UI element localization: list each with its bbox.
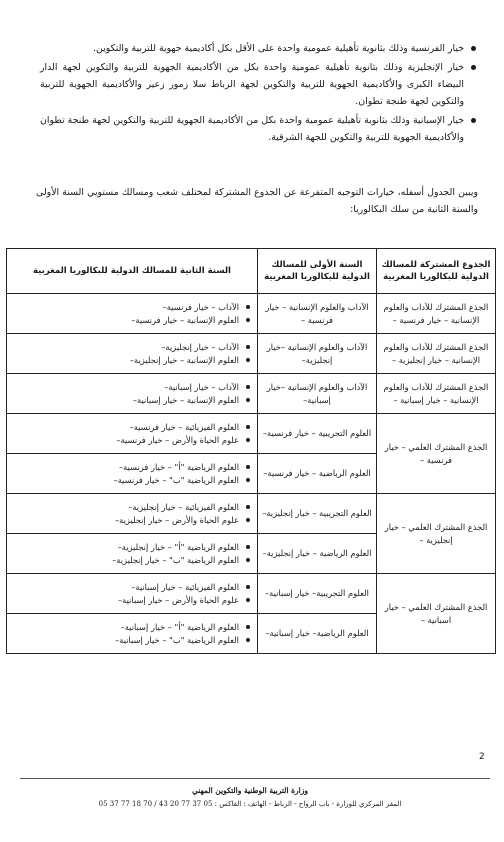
track-item: علوم الحياة والأرض – خيار فرنسية–: [10, 434, 251, 447]
track-item: العلوم الرياضية "ب" – خيار إسبانية–: [10, 634, 251, 647]
year2-cell: [7, 494, 258, 534]
table-row: [7, 334, 496, 374]
year2-cell: [7, 374, 258, 414]
track-item: العلوم الفيزيائية – خيار فرنسية–: [10, 421, 251, 434]
track-item: العلوم الرياضية "أ" – خيار فرنسية–: [10, 461, 251, 474]
year1-cell: العلوم التجريبية – خيار فرنسية–: [258, 414, 377, 454]
core-cell: الجذع المشترك للآداب والعلوم الإنسانية – خيار إسبانية –: [377, 374, 496, 414]
year1-cell: الآداب والعلوم الإنسانية – خيار فرنسية –: [258, 294, 377, 334]
track-item: العلوم الرياضية "أ" – خيار إسبانية–: [10, 621, 251, 634]
footer-divider: [20, 778, 490, 779]
track-item: العلوم الفيزيائية – خيار إسبانية–: [10, 581, 251, 594]
track-item: العلوم الرياضية "ب" – خيار فرنسية–: [10, 474, 251, 487]
header-year2: السنة الثانية للمسالك الدولية للبكالوريا المغربية: [7, 249, 258, 294]
track-item: العلوم الإنسانية – خيار إنجليزية–: [10, 354, 251, 367]
year2-cell: [7, 454, 258, 494]
year2-cell: [7, 614, 258, 654]
year1-cell: الآداب والعلوم الإنسانية –خيار إسبانية–: [258, 374, 377, 414]
table-row: [7, 414, 496, 454]
core-cell: الجذع المشترك العلمي – خيار إنجليزية –: [377, 494, 496, 574]
track-item: العلوم الرياضية "ب" – خيار إنجليزية–: [10, 554, 251, 567]
core-cell: الجذع المشترك العلمي – خيار فرنسية –: [377, 414, 496, 494]
year2-cell: [7, 574, 258, 614]
year2-cell: [7, 414, 258, 454]
core-cell: الجذع المشترك للآداب والعلوم الإنسانية – خيار إنجليزية –: [377, 334, 496, 374]
track-item: العلوم الإنسانية – خيار فرنسية–: [10, 314, 251, 327]
table-row: [7, 374, 496, 414]
core-cell: الجذع المشترك للآداب والعلوم الإنسانية – خيار فرنسية –: [377, 294, 496, 334]
footer-ministry: وزارة التربية الوطنية والتكوين المهني: [192, 786, 308, 795]
year2-cell: [7, 334, 258, 374]
year1-cell: العلوم التجريبية– خيار إسبانية–: [258, 574, 377, 614]
track-item: العلوم الفيزيائية – خيار إنجليزية–: [10, 501, 251, 514]
track-item: الآداب – خيار إنجليزية–: [10, 341, 251, 354]
table-row: [7, 494, 496, 534]
core-cell: الجذع المشترك العلمي – خيار اسبانية –: [377, 574, 496, 654]
year1-cell: العلوم التجريبية – خيار إنجليزية–: [258, 494, 377, 534]
page-number: 2: [479, 752, 485, 762]
track-item: العلوم الإنسانية – خيار إسبانية–: [10, 394, 251, 407]
table-intro: ويبين الجدول أسفله، خيارات التوجيه المتفرعة عن الجذوع المشتركة لمختلف شعب ومسالك مستويي السنة الأولى والسنة الثانية من سلك البكالوريا:: [36, 187, 478, 215]
footer-contact: [40, 800, 460, 808]
track-item: علوم الحياة والأرض – خيار إسبانية–: [10, 594, 251, 607]
track-item: الآداب – خيار فرنسية–: [10, 301, 251, 314]
header-year1: السنة الأولى للمسالك الدولية للبكالوريا المغربية: [258, 249, 377, 294]
footer-phones: 05 37 77 18 70 / الفاكس : 05 37 77 20 43: [98, 800, 242, 808]
option-french: خيار الفرنسية وذلك بثانوية تأهيلية عمومية واحدة على الأقل بكل أكاديمية جهوية للتربية والتكوين.: [40, 40, 478, 57]
track-item: علوم الحياة والأرض – خيار إنجليزية–: [10, 514, 251, 527]
year1-cell: العلوم الرياضية – خيار إنجليزية–: [258, 534, 377, 574]
year1-cell: الآداب والعلوم الإنسانية –خيار إنجليزية–: [258, 334, 377, 374]
option-spanish: خيار الإسبانية وذلك بثانوية تأهيلية عمومية واحدة بكل من الأكاديمية الجهوية للتربية والتكوين لجهة طنجة تطوان والأكاديمية الجهوية للتربية والتكوين للجهة الشرقية.: [40, 112, 478, 146]
option-english: خيار الإنجليزية وذلك بثانوية تأهيلية عمومية واحدة بكل من الأكاديمية الجهوية للتربية والتكوين لجهة الدار البيضاء الكبرى والأكاديمية الجهوية للتربية والتكوين لجهة الرباط سلا زمور زعير والأكاديمية الجهوية للتربية والتكوين لجهة طنجة تطوان.: [40, 59, 478, 110]
year2-cell: [7, 294, 258, 334]
year2-cell: [7, 534, 258, 574]
track-item: الآداب – خيار إسبانية–: [10, 381, 251, 394]
table-row: [7, 574, 496, 614]
orientation-table: [6, 248, 496, 654]
header-core: الجذوع المشتركة للمسالك الدولية للبكالوريا المغربية: [377, 249, 496, 294]
options-list: [40, 40, 478, 148]
table-body: [7, 294, 496, 654]
track-item: العلوم الرياضية "أ" – خيار إنجليزية–: [10, 541, 251, 554]
year1-cell: العلوم الرياضية– خيار إسبانية–: [258, 614, 377, 654]
year1-cell: العلوم الرياضية – خيار فرنسية–: [258, 454, 377, 494]
table-row: [7, 294, 496, 334]
footer-address: المقر المركزي للوزارة - باب الرواح - الرباط - الهاتف :: [243, 800, 402, 808]
